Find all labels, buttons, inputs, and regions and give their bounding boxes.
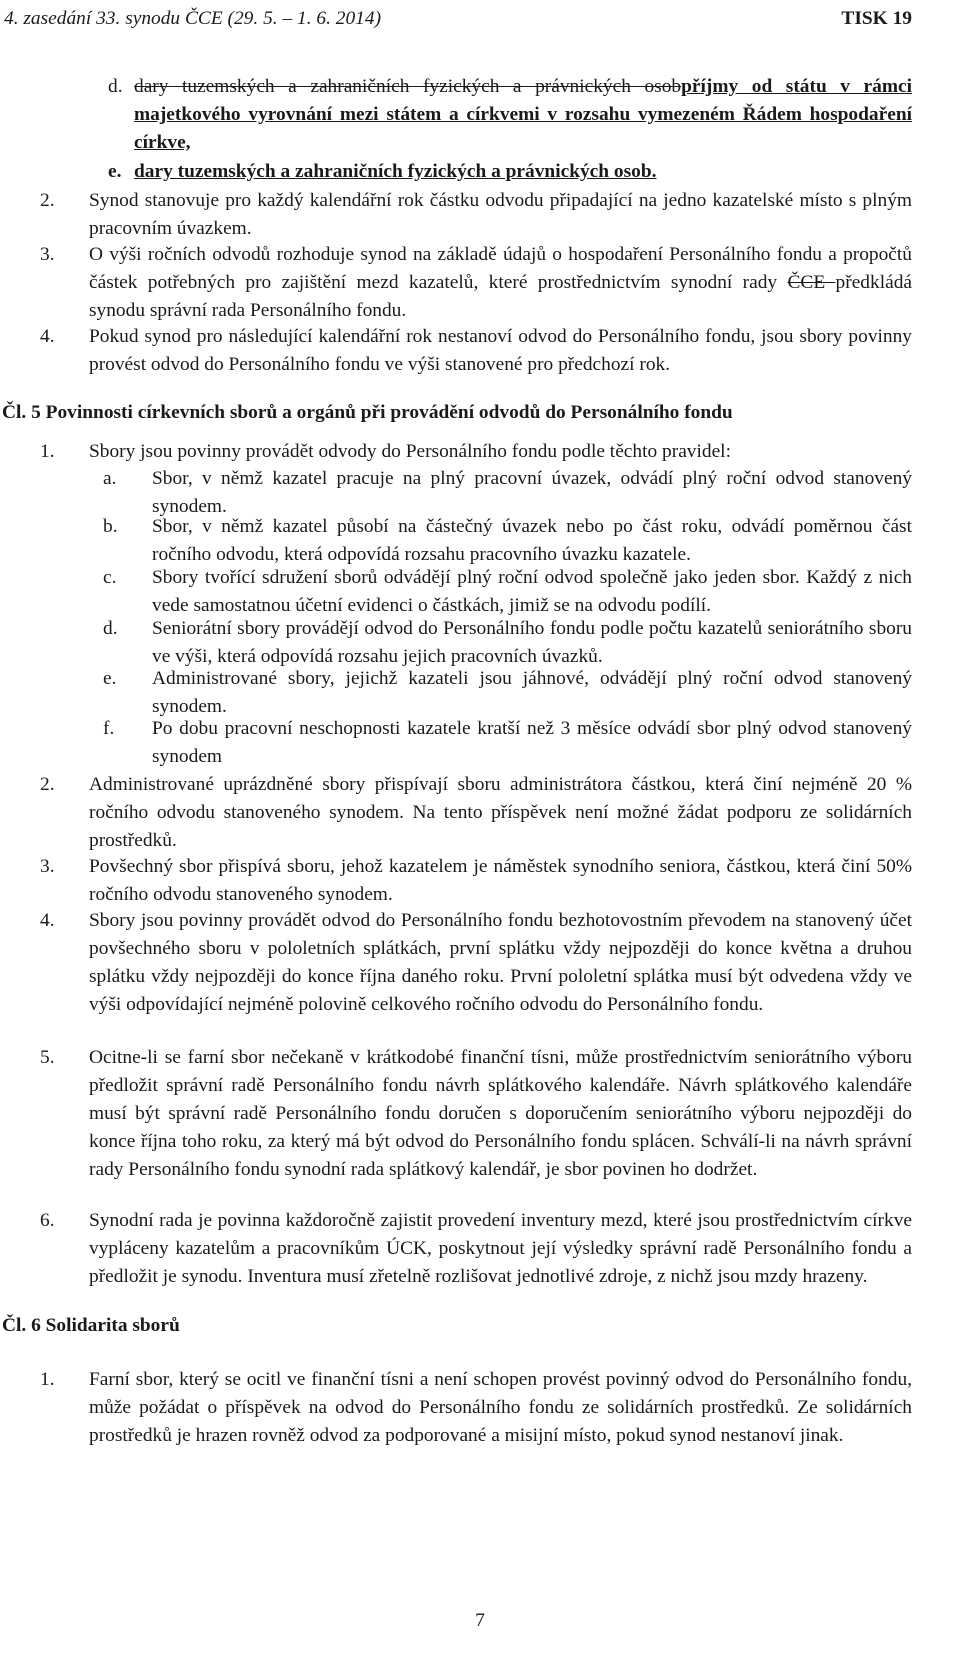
item-text: Farní sbor, který se ocitl ve finanční tísni a není schopen provést povinný odvod do Personálního fondu, může požádat o příspěvek na odvod do Personálního fondu ze solidárních prostředků. Ze solidárních prostředků je hrazen rovněž odvod za podporované a misijní místo, pokud synod nestanoví jinak. (89, 1369, 912, 1446)
item-number: c. (103, 567, 117, 588)
article-5-heading: Čl. 5 Povinnosti církevních sborů a orgánů při provádění odvodů do Personálního fondu (2, 402, 733, 423)
subitem-d (103, 615, 912, 671)
list-item-d (108, 73, 912, 157)
item-text-part: předkládá synodu správní rada Personálního fondu. (89, 272, 912, 321)
art5-item-1 (40, 438, 912, 466)
art5-item-4 (40, 907, 912, 1019)
print-number: TISK 19 (841, 8, 912, 29)
item-text: Ocitne-li se farní sbor nečekaně v krátkodobé finanční tísni, může prostřednictvím seniorátního výboru předložit správní radě Personálního fondu návrh splátkového kalendáře. Návrh splátkového kalendáře musí být správní radě Personálního fondu doručen s doporučením seniorátního výboru nejpozději do konce října toho roku, za který má být odvod do Personálního fondu splácen. Schválí-li na návrh správní rady Personálního fondu synodní rada splátkový kalendář, je sbor povinen ho dodržet. (89, 1047, 912, 1180)
item-text: Sbory jsou povinny provádět odvody do Personálního fondu podle těchto pravidel: (89, 441, 731, 462)
item-text (134, 73, 912, 157)
art5-item-2 (40, 771, 912, 855)
item-number: b. (103, 516, 118, 537)
page-header (4, 8, 912, 34)
item-text: Sbor, v němž kazatel pracuje na plný pracovní úvazek, odvádí plný roční odvod stanovený synodem. (152, 468, 912, 517)
item-text: Administrované uprázdněné sbory přispívají sboru administrátora částkou, která činí nejméně 20 % ročního odvodu stanoveného synodem. Na tento příspěvek není možné žádat podporu ze solidárních prostředků. (89, 774, 912, 851)
item-text: Povšechný sbor přispívá sboru, jehož kazatelem je náměstek synodního seniora, částkou, která činí 50% ročního odvodu stanoveného synodem. (89, 856, 912, 905)
session-title: 4. zasedání 33. synodu ČCE (29. 5. – 1. 6. 2014) (4, 8, 382, 29)
inserted-text: příjmy od státu v rámci majetkového vyrovnání mezi státem a církvemi v rozsahu vymezeném Řádem hospodaření církve, (134, 76, 912, 153)
item-text: Synodní rada je povinna každoročně zajistit provedení inventury mezd, které jsou prostřednictvím církve vypláceny kazatelům a pracovníkům ÚCK, poskytnout její výsledky správní radě Personálního fondu a předložit je synodu. Inventura musí zřetelně rozlišovat jednotlivé zdroje, z nichž jsou mzdy hrazeny. (89, 1210, 912, 1287)
deleted-text: dary tuzemských a zahraničních fyzických a právnických osob (134, 76, 682, 97)
item-number: 3. (40, 856, 55, 877)
item-number: 6. (40, 1210, 55, 1231)
inserted-text: dary tuzemských a zahraničních fyzických a právnických osob. (134, 161, 657, 182)
subitem-c (103, 564, 912, 620)
item-text: Pokud synod pro následující kalendářní rok nestanoví odvod do Personálního fondu, jsou sbory povinny provést odvod do Personálního fondu ve výši stanovené pro předchozí rok. (89, 326, 912, 375)
item-text-part: O výši ročních odvodů rozhoduje synod na základě údajů o hospodaření Personálního fondu a propočtů částek potřebných pro zajištění mezd kazatelů, které prostřednictvím synodní rady (89, 244, 912, 293)
deleted-text: ČCE (787, 272, 836, 293)
item-number: 4. (40, 326, 55, 347)
item-text: Synod stanovuje pro každý kalendářní rok částku odvodu připadající na jedno kazatelské místo s plným pracovním úvazkem. (89, 190, 912, 239)
item-number: 1. (40, 1369, 55, 1390)
subitem-b (103, 513, 912, 569)
item-text: Sbory tvořící sdružení sborů odvádějí plný roční odvod společně jako jeden sbor. Každý z nich vede samostatnou účetní evidenci o částkách, jimiž se na odvodu podílí. (152, 567, 912, 616)
item-number: e. (103, 668, 117, 689)
item-number: 4. (40, 910, 55, 931)
item-text: Sbory jsou povinny provádět odvod do Personálního fondu bezhotovostním převodem na stanovený účet povšechného sboru v pololetních splátkách, první splátku vždy nejpozději do konce května a druhou splátku vždy nejpozději do konce října daného roku. První pololetní splátka musí být odvedena vždy ve výši odpovídající nejméně polovině celkového ročního odvodu do Personálního fondu. (89, 910, 912, 1015)
item-number: f. (103, 718, 115, 739)
list-item-2 (40, 187, 912, 243)
item-number: d. (103, 618, 118, 639)
item-text: Seniorátní sbory provádějí odvod do Personálního fondu podle počtu kazatelů seniorátního sboru ve výši, která odpovídá rozsahu jejich pracovních úvazků. (152, 618, 912, 667)
art5-item-5 (40, 1044, 912, 1184)
item-number: 1. (40, 441, 55, 462)
article-6-heading: Čl. 6 Solidarita sborů (2, 1315, 180, 1336)
page-number: 7 (475, 1610, 485, 1631)
item-text: Administrované sbory, jejichž kazateli jsou jáhnové, odvádějí plný roční odvod stanovený synodem. (152, 668, 912, 717)
list-item-3 (40, 241, 912, 325)
subitem-f (103, 715, 912, 771)
item-text: Po dobu pracovní neschopnosti kazatele kratší než 3 měsíce odvádí sbor plný odvod stanovený synodem (152, 718, 912, 767)
art5-item-6 (40, 1207, 912, 1291)
item-number: 3. (40, 244, 55, 265)
item-number: 2. (40, 774, 55, 795)
art5-item-3 (40, 853, 912, 909)
subitem-e (103, 665, 912, 721)
item-number: 2. (40, 190, 55, 211)
item-number: e. (108, 161, 122, 182)
item-text (89, 241, 912, 325)
list-item-e (108, 158, 912, 186)
item-number: 5. (40, 1047, 55, 1068)
item-number: d. (108, 76, 123, 97)
list-item-4 (40, 323, 912, 379)
item-number: a. (103, 468, 117, 489)
item-text: Sbor, v němž kazatel působí na částečný úvazek nebo po část roku, odvádí poměrnou část ročního odvodu, která odpovídá rozsahu pracovního úvazku kazatele. (152, 516, 912, 565)
art6-item-1 (40, 1366, 912, 1450)
